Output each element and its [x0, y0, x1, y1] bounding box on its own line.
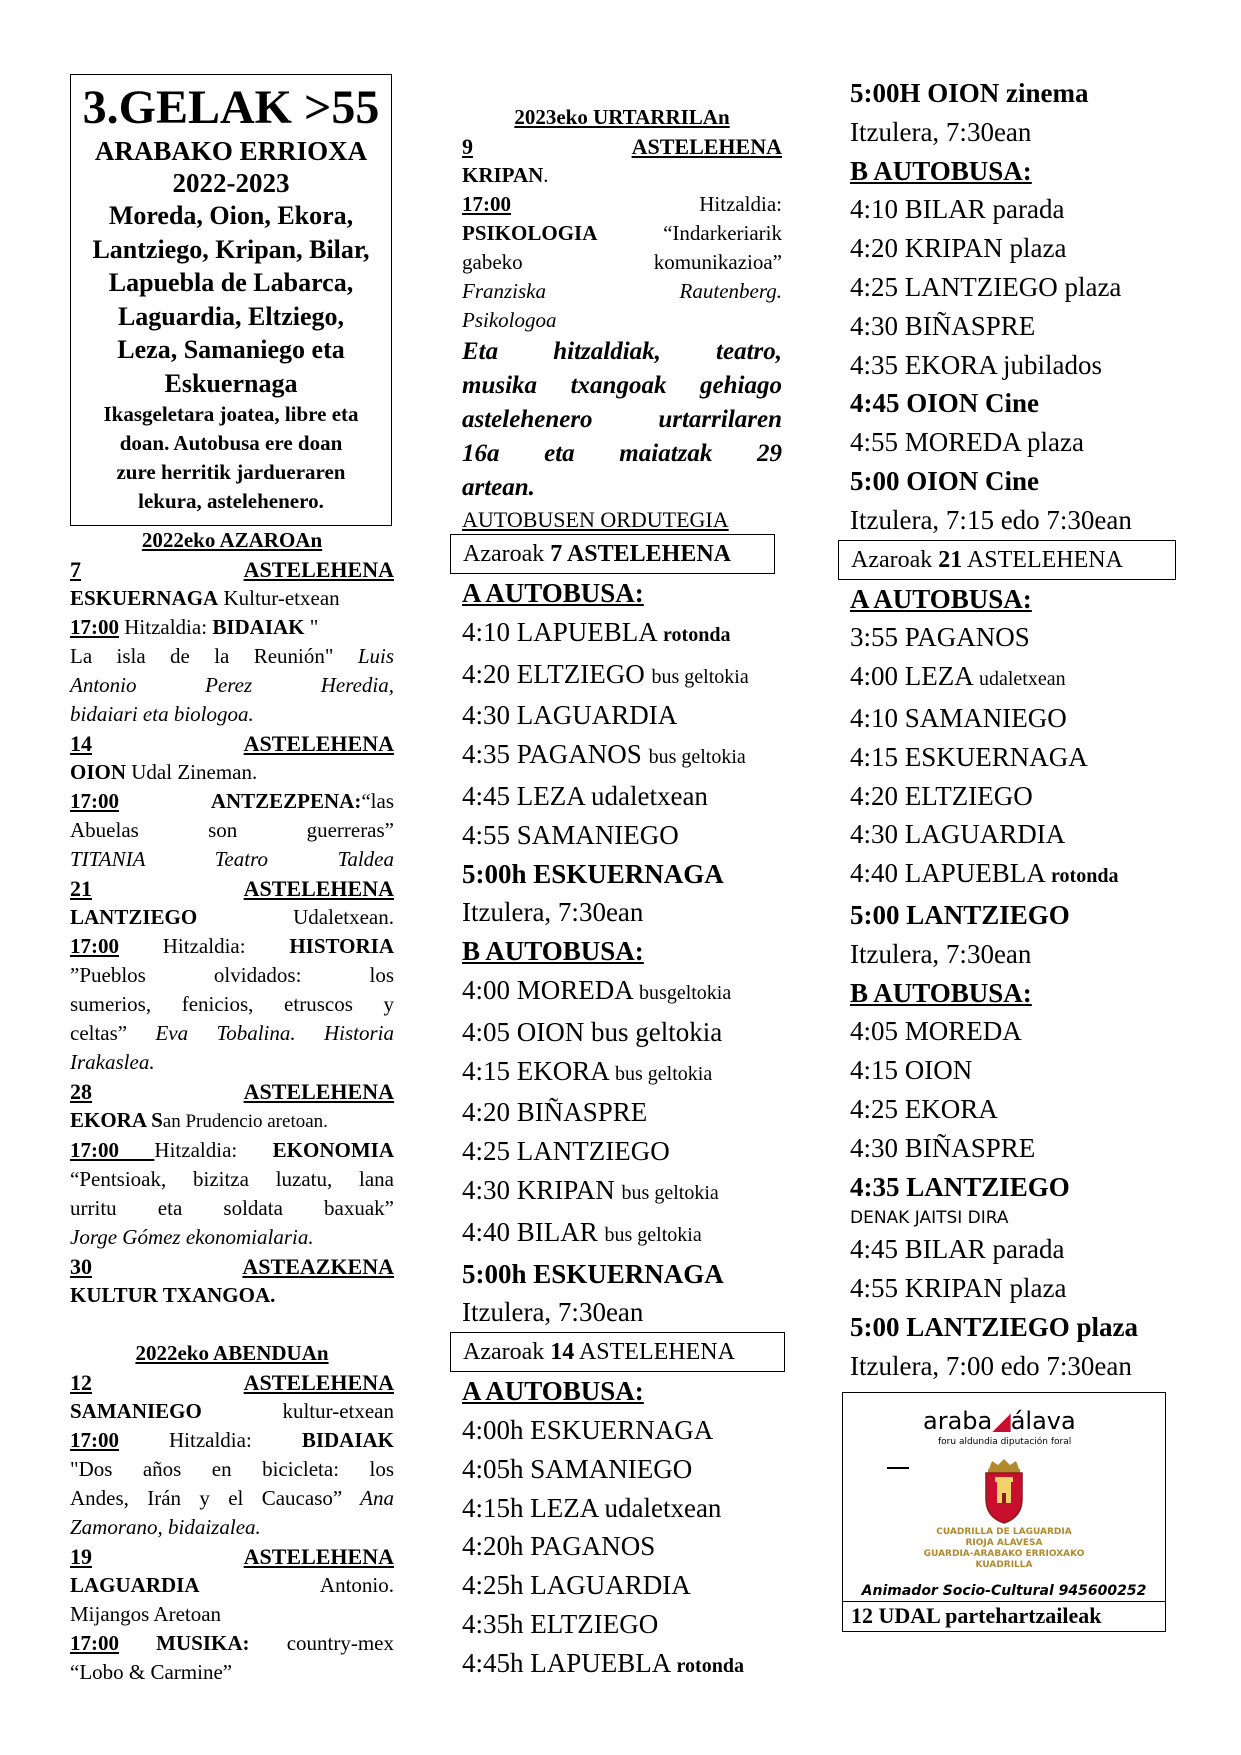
bus-end: 5:00 LANTZIEGO plaza	[850, 1311, 1139, 1342]
event-desc: Franziska Rautenberg.	[462, 279, 782, 303]
event-desc: Irakaslea.	[70, 1050, 155, 1074]
bus-stop: 4:15 EKORA bus geltokia	[462, 1055, 713, 1086]
event-desc: Mijangos Aretoan	[70, 1602, 222, 1626]
towns-line: Laguardia, Eltziego,	[117, 301, 345, 331]
bus-heading: A AUTOBUSA:	[850, 583, 1032, 614]
event-desc: gabeko komunikazioa”	[462, 250, 782, 274]
day-box: Azaroak 21 ASTELEHENA	[838, 540, 1176, 580]
towns-line: Lantziego, Kripan, Bilar,	[92, 234, 370, 264]
main-title: 3.GELAK >55	[82, 81, 380, 134]
bus-stop-list	[850, 618, 1180, 896]
bus-stop: 4:20 BIÑASPRE	[462, 1097, 648, 1128]
bus-heading: B AUTOBUSA:	[850, 977, 1032, 1008]
note-line: zure herritik jardueraren	[116, 460, 346, 484]
towns-line: Lapuebla de Labarca,	[108, 268, 354, 297]
event-desc: urritu eta soldata baxuak”	[70, 1196, 394, 1220]
event-desc: Jorge Gómez ekonomialaria.	[70, 1225, 314, 1249]
day-heading: 14 ASTELEHENA	[70, 731, 394, 756]
bus-stop: 4:30 LAGUARDIA	[462, 700, 678, 731]
event-desc: Abuelas son guerreras”	[70, 818, 394, 842]
event-time: 17:00 Hitzaldia: EKONOMIA	[70, 1138, 394, 1162]
event-desc: La isla de la Reunión" Luis	[70, 644, 394, 668]
event-desc: KULTUR TXANGOA.	[70, 1283, 276, 1307]
divider	[887, 1467, 909, 1469]
bus-stop: 4:10 LAPUEBLA rotonda	[462, 616, 731, 647]
event-place: LANTZIEGO Udaletxean.	[70, 905, 394, 929]
return-time: Itzulera, 7:30ean	[850, 938, 1032, 969]
month-heading: 2023eko URTARRILAn	[514, 105, 730, 129]
animador-text: Animador Socio-Cultural 945600252	[861, 1583, 1147, 1599]
return-time: Itzulera, 7:30ean	[850, 116, 1032, 147]
note-text: DENAK JAITSI DIRA	[850, 1208, 1009, 1229]
bus-stop: 4:55 SAMANIEGO	[462, 819, 679, 850]
foru-text: foru aldundia diputación foral	[938, 1437, 1072, 1447]
day-heading: 9 ASTELEHENA	[462, 134, 782, 159]
return-time: Itzulera, 7:30ean	[462, 897, 644, 928]
bus-end: 5:00 LANTZIEGO	[850, 899, 1070, 930]
day-box: Azaroak 7 ASTELEHENA	[450, 534, 775, 574]
araba-alava-logo: araba◢álava	[923, 1407, 1076, 1435]
event-desc: “Lobo & Carmine”	[70, 1660, 233, 1684]
bus-heading: B AUTOBUSA:	[850, 155, 1032, 186]
bus-stop: 4:35 EKORA jubilados	[850, 349, 1103, 380]
bus-stop: 4:00 MOREDA busgeltokia	[462, 974, 732, 1005]
event-desc: PSIKOLOGIA “Indarkeriarik	[462, 221, 782, 245]
bus-stop: 4:05 OION bus geltokia	[462, 1016, 723, 1047]
towns-line: Eskuernaga	[164, 368, 298, 398]
event-desc: ”Pueblos olvidados: los	[70, 963, 394, 987]
bus-stop: 4:45 LEZA udaletxean	[462, 780, 708, 811]
event-desc: bidaiari eta biologoa.	[70, 702, 254, 726]
extra-note: 16a eta maiatzak 29	[462, 440, 782, 467]
month-heading: 2022eko ABENDUAn	[135, 1341, 329, 1365]
cuadrilla-text: CUADRILLA DE LAGUARDIA RIOJA ALAVESA GUARDIA-ARABAKO ERRIOXAKO KUADRILLA	[923, 1527, 1085, 1570]
day-heading: 7 ASTELEHENA	[70, 557, 394, 582]
bus-stop: 4:35 LANTZIEGO	[850, 1171, 1070, 1202]
bus-stop: 4:10 BILAR parada	[850, 194, 1065, 225]
day-box: Azaroak 14 ASTELEHENA	[450, 1332, 785, 1372]
event-time: 17:00 Hitzaldia: BIDAIAK "	[70, 615, 319, 639]
bus-stop: 4:10 SAMANIEGO	[850, 702, 1067, 733]
extra-note: Eta hitzaldiak, teatro,	[462, 338, 782, 365]
bus-stop: 4:20 KRIPAN plaza	[850, 233, 1067, 264]
bus-stop: 4:00 LEZA udaletxean	[850, 661, 1066, 692]
bus-stop-list	[850, 1012, 1180, 1167]
bus-stop: 4:25h LAGUARDIA	[462, 1570, 691, 1601]
bus-stop: 4:05 MOREDA	[850, 1016, 1022, 1047]
bus-stop: 4:30 BIÑASPRE	[850, 1132, 1036, 1163]
event-desc: Psikologoa	[462, 308, 557, 332]
event-place: EKORA San Prudencio aretoan.	[70, 1108, 328, 1132]
event-place: KRIPAN.	[462, 163, 549, 187]
event-desc: Zamorano, bidaizalea.	[70, 1515, 261, 1539]
bus-stop: 4:45 BILAR parada	[850, 1234, 1065, 1265]
bus-heading: B AUTOBUSA:	[462, 936, 644, 967]
bus-stop: 4:55 MOREDA plaza	[850, 427, 1084, 458]
event-time: 17:00 Hitzaldia: BIDAIAK	[70, 1428, 394, 1452]
extra-note: artean.	[462, 474, 535, 501]
month-heading: 2022eko AZAROAn	[141, 528, 323, 552]
coat-of-arms-icon	[977, 1457, 1031, 1525]
event-time: 17:00 ANTZEZPENA:“las	[70, 789, 394, 813]
bus-end: 5:00h ESKUERNAGA	[462, 858, 724, 889]
event-place: OION Udal Zineman.	[70, 760, 258, 784]
event-place: ESKUERNAGA Kultur-etxean	[70, 586, 340, 610]
bus-stop: 4:30 BIÑASPRE	[850, 310, 1036, 341]
bus-stop: 4:40 LAPUEBLA rotonda	[850, 858, 1119, 889]
bus-stop: 4:20 ELTZIEGO bus geltokia	[462, 658, 749, 689]
bus-stop: 4:25 LANTZIEGO	[462, 1136, 670, 1167]
event-place: SAMANIEGO kultur-etxean	[70, 1399, 394, 1423]
event-desc: sumerios, fenicios, etruscos y	[70, 992, 394, 1016]
bus-stop: 4:25 EKORA	[850, 1093, 998, 1124]
event-desc: "Dos años en bicicleta: los	[70, 1457, 394, 1481]
column-one	[70, 526, 394, 1687]
towns-line: Leza, Samaniego eta	[117, 335, 345, 364]
bus-stop-list	[462, 971, 782, 1255]
bus-stop: 4:45 OION Cine	[850, 388, 1039, 419]
towns-line: Moreda, Oion, Ekora,	[108, 201, 354, 230]
bus-end: 5:00H OION zinema	[850, 78, 1089, 108]
day-heading: 28 ASTELEHENA	[70, 1079, 394, 1104]
extra-note: musika txangoak gehiago	[462, 372, 782, 399]
title-box	[70, 74, 392, 526]
note-line: Ikasgeletara joatea, libre eta	[103, 402, 359, 426]
event-desc: Antonio Perez Heredia,	[70, 673, 394, 697]
bus-stop: 4:20 ELTZIEGO	[850, 780, 1033, 811]
bus-stop: 4:55 KRIPAN plaza	[850, 1273, 1067, 1304]
event-desc: “Pentsioak, bizitza luzatu, lana	[70, 1167, 394, 1191]
note-line: doan. Autobusa ere doan	[119, 431, 343, 455]
bus-stop: 4:35 PAGANOS bus geltokia	[462, 739, 746, 770]
udal-label: 12 UDAL partehartzaileak	[842, 1602, 1166, 1632]
bus-stop: 4:15 OION	[850, 1055, 973, 1086]
bus-heading: A AUTOBUSA:	[462, 1376, 644, 1407]
bus-stop: 5:00 OION Cine	[850, 465, 1039, 496]
bus-stop: 4:30 KRIPAN bus geltokia	[462, 1174, 719, 1205]
bus-stop: 4:45h LAPUEBLA rotonda	[462, 1647, 744, 1678]
extra-note: astelehenero urtarrilaren	[462, 406, 782, 433]
bus-stop: 4:15h LEZA udaletxean	[462, 1492, 722, 1523]
day-heading: 12 ASTELEHENA	[70, 1370, 394, 1395]
bus-stop: 3:55 PAGANOS	[850, 622, 1030, 653]
bus-stop: 4:00h ESKUERNAGA	[462, 1414, 714, 1445]
bus-stop: 4:05h SAMANIEGO	[462, 1453, 693, 1484]
day-heading: 21 ASTELEHENA	[70, 876, 394, 901]
bus-stop-list	[462, 1411, 782, 1686]
return-time: Itzulera, 7:30ean	[462, 1297, 644, 1328]
event-desc: celtas” Eva Tobalina. Historia	[70, 1021, 394, 1045]
years-title: 2022-2023	[172, 168, 290, 198]
note-line: lekura, astelehenero.	[138, 489, 324, 513]
bus-stop: 4:40 BILAR bus geltokia	[462, 1216, 702, 1247]
bus-heading: A AUTOBUSA:	[462, 578, 644, 608]
event-time: 17:00 Hitzaldia:	[462, 192, 782, 216]
event-desc: TITANIA Teatro Taldea	[70, 847, 394, 871]
return-time: Itzulera, 7:15 edo 7:30ean	[850, 504, 1132, 535]
event-desc: Andes, Irán y el Caucaso” Ana	[70, 1486, 394, 1510]
logo-box	[842, 1392, 1166, 1602]
event-time: 17:00 MUSIKA: country-mex	[70, 1631, 394, 1655]
bus-stop-list	[462, 613, 782, 855]
bus-stop-list	[850, 1230, 1180, 1308]
bus-stop: 4:15 ESKUERNAGA	[850, 741, 1088, 772]
bus-stop: 4:35h ELTZIEGO	[462, 1608, 659, 1639]
event-place: LAGUARDIA Antonio.	[70, 1573, 394, 1597]
day-heading: 30 ASTEAZKENA	[70, 1254, 394, 1279]
bus-stop-list	[850, 190, 1180, 500]
bus-stop: 4:20h PAGANOS	[462, 1531, 656, 1562]
column-three	[850, 74, 1180, 1386]
region-title: ARABAKO ERRIOXA	[94, 136, 368, 166]
bus-end: 5:00h ESKUERNAGA	[462, 1258, 724, 1289]
day-heading: 19 ASTELEHENA	[70, 1544, 394, 1569]
event-time: 17:00 Hitzaldia: HISTORIA	[70, 934, 394, 958]
schedule-title: AUTOBUSEN ORDUTEGIA	[462, 507, 729, 532]
column-two	[462, 103, 782, 1686]
return-time: Itzulera, 7:00 edo 7:30ean	[850, 1350, 1132, 1381]
bus-stop: 4:25 LANTZIEGO plaza	[850, 271, 1122, 302]
bus-stop: 4:30 LAGUARDIA	[850, 819, 1066, 850]
